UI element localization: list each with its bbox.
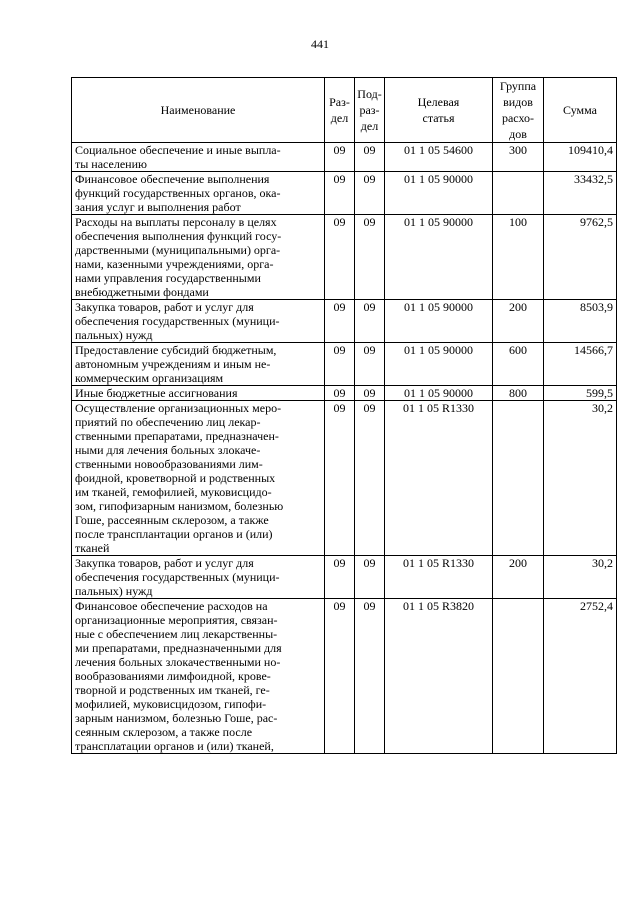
table-row bbox=[72, 300, 617, 343]
row-amount: 30,2 bbox=[544, 556, 617, 599]
row-section: 09 bbox=[325, 215, 355, 300]
row-group: 200 bbox=[493, 556, 544, 599]
header-name: Наименование bbox=[72, 78, 325, 143]
table-body bbox=[72, 143, 617, 754]
table-header bbox=[72, 78, 617, 143]
row-subsection: 09 bbox=[355, 386, 385, 401]
row-amount: 8503,9 bbox=[544, 300, 617, 343]
row-amount: 14566,7 bbox=[544, 343, 617, 386]
row-name: Осуществление организационных меро- приятий по обеспечению лиц лекар- ственными препаратами, предназначен- ными для лечения больных злокаче- ственными новообразованиями лим- фоидной, кроветворной и родственных им тканей, гемофилией, муковисцидо- зом, гипофизарным нанизмом, болезнью Гоше, рассеянным склерозом, а также после трансплантации органов и (или) тканей bbox=[72, 401, 325, 556]
row-amount: 599,5 bbox=[544, 386, 617, 401]
table-row bbox=[72, 143, 617, 172]
row-section: 09 bbox=[325, 386, 355, 401]
row-group: 200 bbox=[493, 300, 544, 343]
row-group: 800 bbox=[493, 386, 544, 401]
row-name: Предоставление субсидий бюджетным, автономным учреждениям и иным не- коммерческим организациям bbox=[72, 343, 325, 386]
row-section: 09 bbox=[325, 401, 355, 556]
header-row bbox=[72, 78, 617, 143]
row-section: 09 bbox=[325, 300, 355, 343]
row-name: Финансовое обеспечение выполнения функций государственных органов, ока- зания услуг и выполнения работ bbox=[72, 172, 325, 215]
header-expense-group: Группа видов расхо- дов bbox=[493, 78, 544, 143]
row-article: 01 1 05 R3820 bbox=[385, 599, 493, 754]
row-name: Финансовое обеспечение расходов на организационные мероприятия, связан- ные с обеспечением лиц лекарственны- ми препаратами, предназначенными для лечения больных злокачественными но- вообразованиями лимфоидной, крове- творной и родственных им тканей, ге- мофилией, муковисцидозом, гипофи- зарным нанизмом, болезнью Гоше, рас- сеянным склерозом, а также после трансплатации органов и (или) тканей, bbox=[72, 599, 325, 754]
row-group: 100 bbox=[493, 215, 544, 300]
header-target-article: Целевая статья bbox=[385, 78, 493, 143]
row-article: 01 1 05 90000 bbox=[385, 172, 493, 215]
table-row bbox=[72, 215, 617, 300]
row-subsection: 09 bbox=[355, 401, 385, 556]
row-article: 01 1 05 R1330 bbox=[385, 401, 493, 556]
row-article: 01 1 05 R1330 bbox=[385, 556, 493, 599]
row-name: Закупка товаров, работ и услуг для обеспечения государственных (муници- пальных) нужд bbox=[72, 300, 325, 343]
table-row bbox=[72, 556, 617, 599]
row-amount: 2752,4 bbox=[544, 599, 617, 754]
header-amount: Сумма bbox=[544, 78, 617, 143]
row-subsection: 09 bbox=[355, 215, 385, 300]
row-group: 300 bbox=[493, 143, 544, 172]
row-amount: 9762,5 bbox=[544, 215, 617, 300]
budget-table bbox=[71, 77, 617, 754]
row-section: 09 bbox=[325, 556, 355, 599]
row-amount: 30,2 bbox=[544, 401, 617, 556]
row-group: 600 bbox=[493, 343, 544, 386]
row-subsection: 09 bbox=[355, 343, 385, 386]
row-name: Иные бюджетные ассигнования bbox=[72, 386, 325, 401]
row-name: Закупка товаров, работ и услуг для обеспечения государственных (муници- пальных) нужд bbox=[72, 556, 325, 599]
table-row bbox=[72, 599, 617, 754]
table-row bbox=[72, 386, 617, 401]
row-group bbox=[493, 401, 544, 556]
row-group bbox=[493, 599, 544, 754]
page-number: 441 bbox=[311, 37, 329, 51]
row-amount: 33432,5 bbox=[544, 172, 617, 215]
table-row bbox=[72, 401, 617, 556]
row-article: 01 1 05 90000 bbox=[385, 300, 493, 343]
row-subsection: 09 bbox=[355, 143, 385, 172]
row-section: 09 bbox=[325, 599, 355, 754]
table-row bbox=[72, 343, 617, 386]
header-section: Раз- дел bbox=[325, 78, 355, 143]
row-section: 09 bbox=[325, 143, 355, 172]
row-article: 01 1 05 90000 bbox=[385, 215, 493, 300]
row-article: 01 1 05 54600 bbox=[385, 143, 493, 172]
row-subsection: 09 bbox=[355, 300, 385, 343]
row-amount: 109410,4 bbox=[544, 143, 617, 172]
row-article: 01 1 05 90000 bbox=[385, 386, 493, 401]
row-subsection: 09 bbox=[355, 599, 385, 754]
row-group bbox=[493, 172, 544, 215]
table-row bbox=[72, 172, 617, 215]
row-subsection: 09 bbox=[355, 556, 385, 599]
row-name: Расходы на выплаты персоналу в целях обеспечения выполнения функций госу- дарственными (муниципальными) орга- нами, казенными учреждениями, орга- нами управления государственными внебюджетными фондами bbox=[72, 215, 325, 300]
row-name: Социальное обеспечение и иные выпла- ты населению bbox=[72, 143, 325, 172]
row-section: 09 bbox=[325, 343, 355, 386]
header-subsection: Под- раз- дел bbox=[355, 78, 385, 143]
row-article: 01 1 05 90000 bbox=[385, 343, 493, 386]
row-section: 09 bbox=[325, 172, 355, 215]
row-subsection: 09 bbox=[355, 172, 385, 215]
